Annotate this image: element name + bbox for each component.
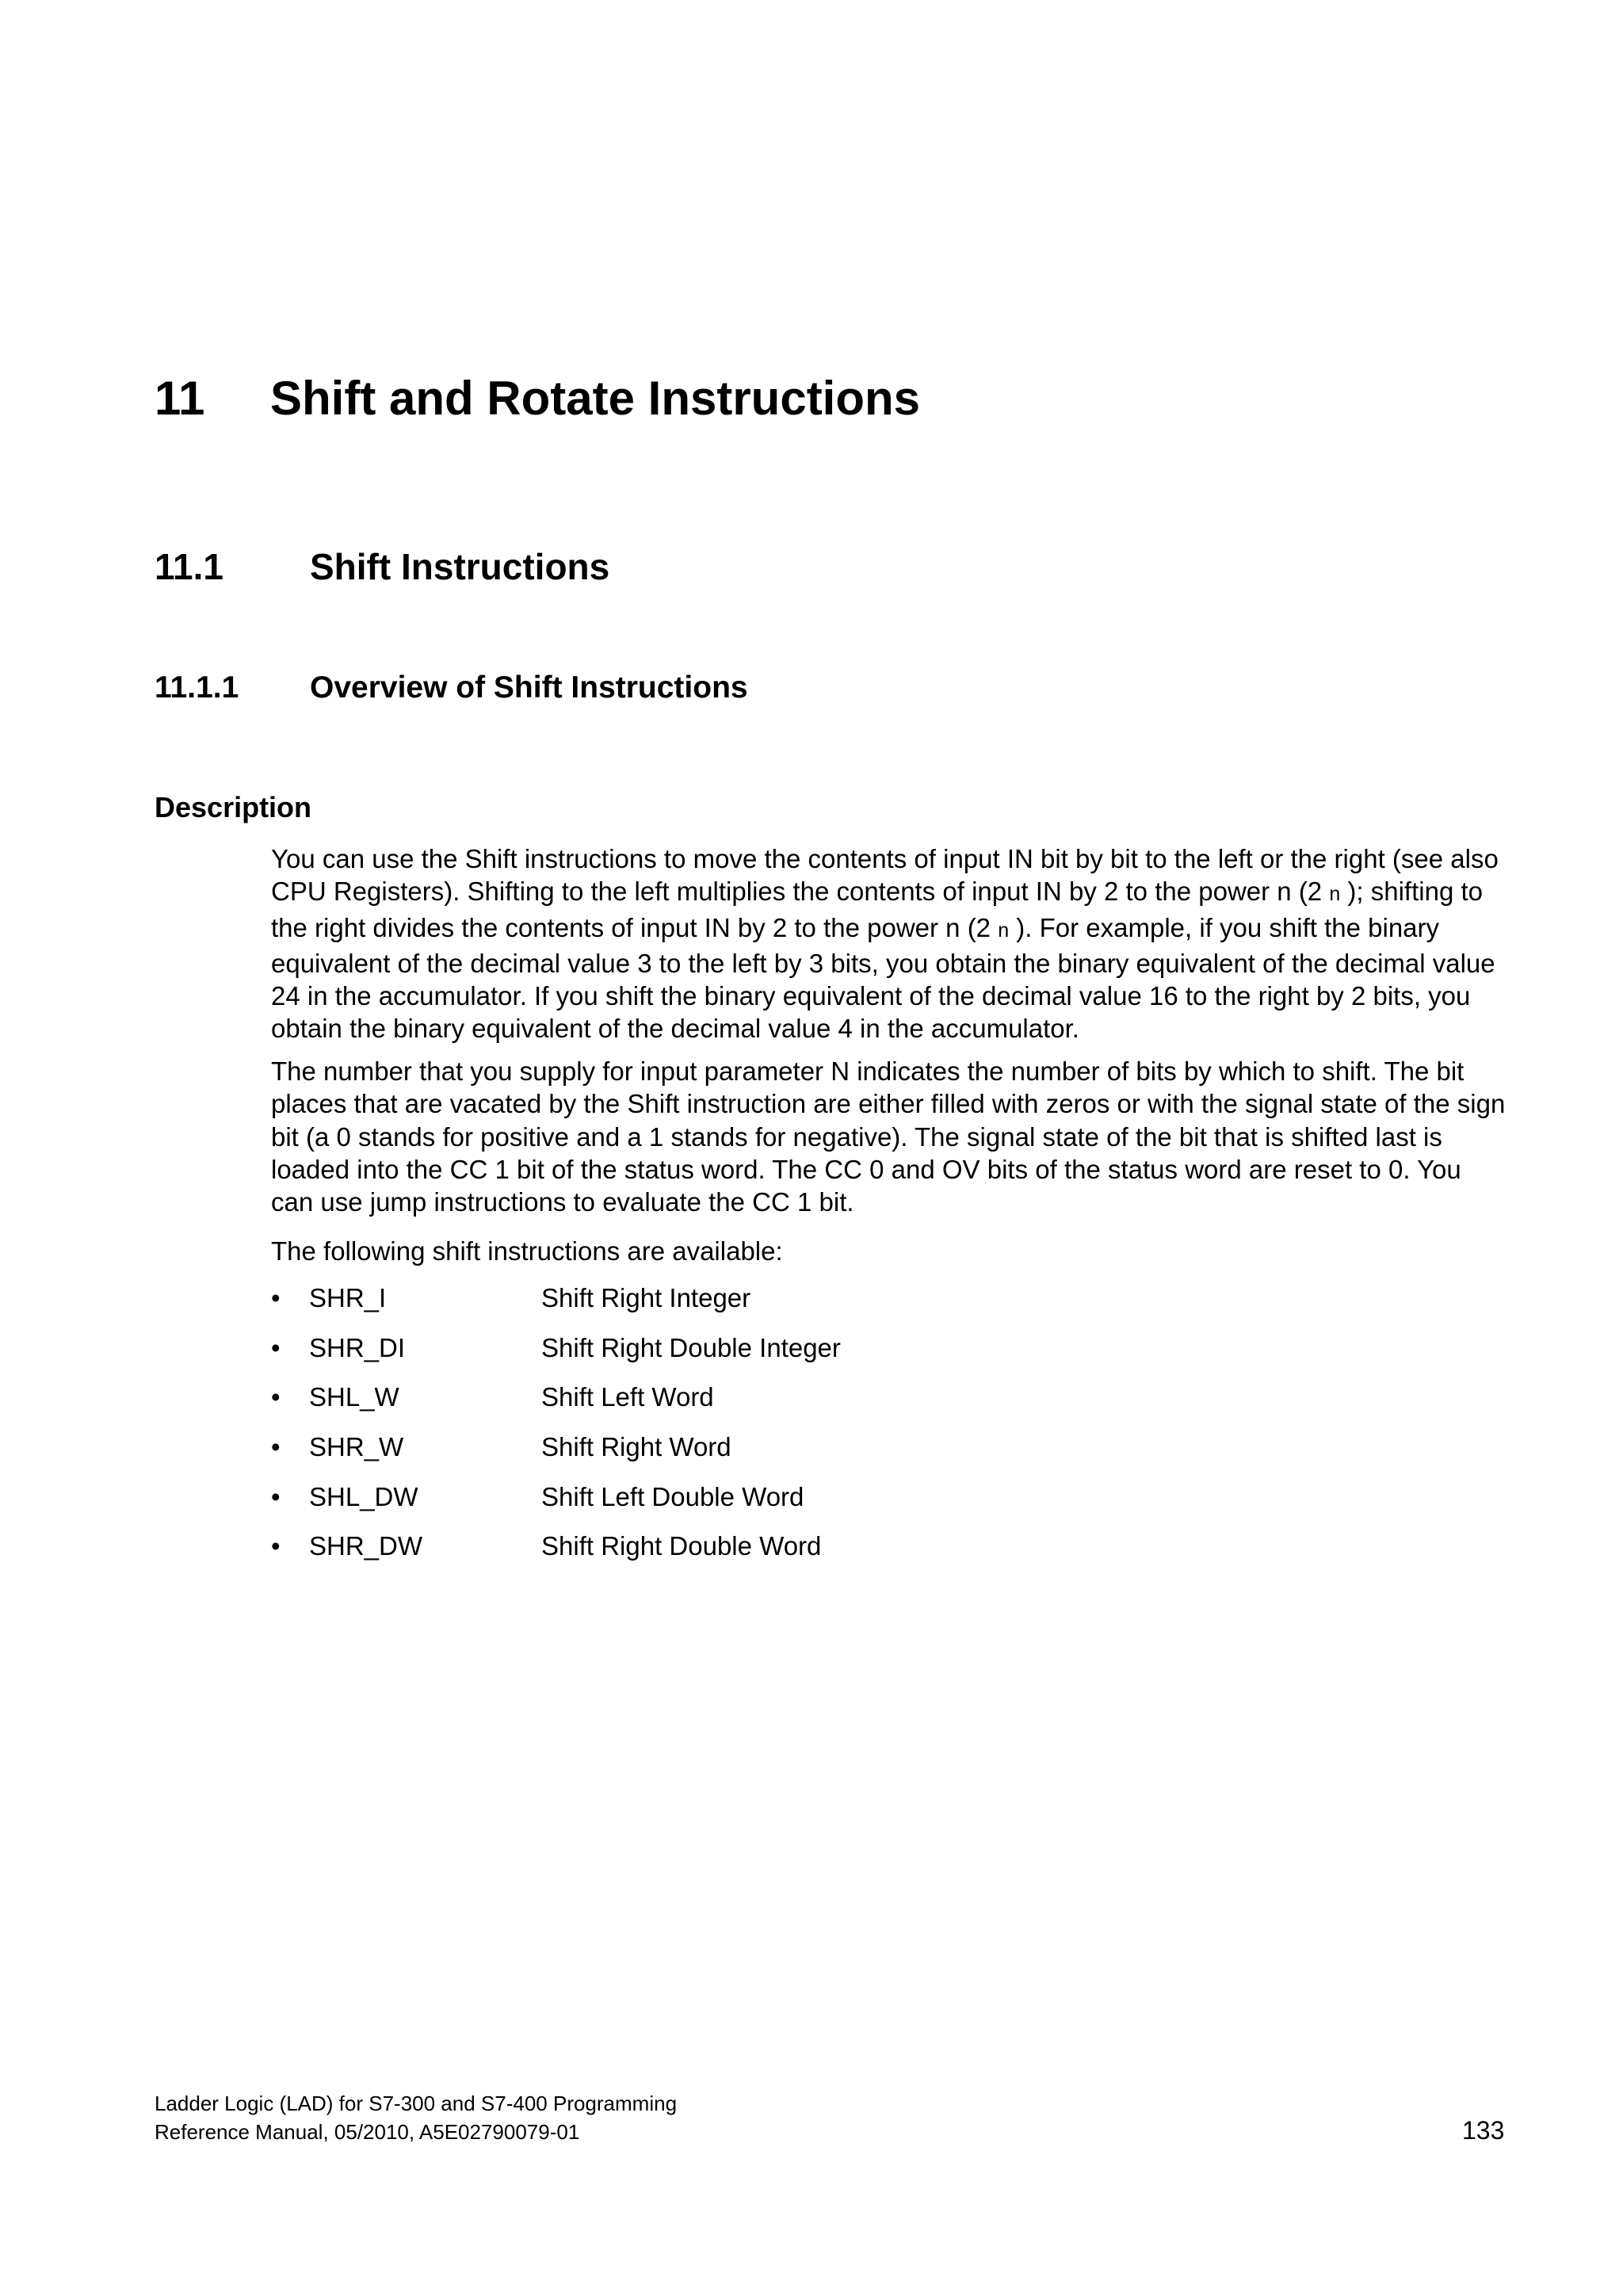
instruction-description: Shift Left Word: [541, 1382, 714, 1412]
instruction-description: Shift Right Double Word: [541, 1531, 822, 1561]
instruction-description: Shift Right Integer: [541, 1283, 751, 1312]
chapter-heading: [155, 371, 920, 426]
instruction-description: Shift Left Double Word: [541, 1481, 804, 1511]
instruction-code: SHR_DI: [309, 1332, 406, 1362]
list-item: [271, 1431, 841, 1481]
paragraph-shift-intro: [271, 842, 1507, 1045]
page-number: 133: [1462, 2116, 1505, 2145]
bullet-icon: •: [271, 1332, 281, 1362]
instruction-code: SHL_DW: [309, 1481, 418, 1511]
footer-manual-title: Ladder Logic (LAD) for S7-300 and S7-400 Programming: [155, 2092, 678, 2115]
bullet-icon: •: [271, 1382, 281, 1412]
paragraph-list-intro: The following shift instructions are available:: [271, 1236, 783, 1266]
footer-document-info: [155, 2089, 677, 2146]
chapter-number: 11: [155, 372, 205, 425]
instruction-description: Shift Right Word: [541, 1432, 731, 1462]
bullet-icon: •: [271, 1531, 281, 1561]
instruction-code: SHR_W: [309, 1432, 404, 1462]
subsection-title: Overview of Shift Instructions: [310, 670, 748, 705]
paragraph-parameter-n: The number that you supply for input parameter N indicates the number of bits by which to shift. The bit places that are vacated by the Shift instruction are either filled with zeros or with the signal state of the sign bit (a 0 stands for positive and a 1 stands for negative). The signal state of the bit that is shifted last is loaded into the CC 1 bit of the status word. The CC 0 and OV bits of the status word are reset to 0. You can use jump instructions to evaluate the CC 1 bit.: [271, 1056, 1506, 1217]
section-title: Shift Instructions: [310, 546, 610, 587]
exponent-n: n: [998, 919, 1010, 942]
chapter-title: Shift and Rotate Instructions: [270, 372, 921, 425]
instruction-code: SHR_DW: [309, 1531, 423, 1561]
list-item: [271, 1332, 841, 1382]
description-heading: Description: [155, 791, 312, 823]
list-item: [271, 1530, 841, 1580]
instruction-description: Shift Right Double Integer: [541, 1332, 841, 1362]
section-heading: [155, 545, 609, 588]
bullet-icon: •: [271, 1481, 281, 1511]
exponent-n: n: [1329, 883, 1341, 906]
paragraph1-part2: ); shifting to the right divides the contents of input IN by 2 to the power n (2: [271, 877, 1483, 942]
list-item: [271, 1282, 841, 1332]
subsection-heading: [155, 670, 748, 705]
bullet-icon: •: [271, 1432, 281, 1462]
section-number: 11.1: [155, 546, 223, 587]
instruction-code: SHL_W: [309, 1382, 399, 1412]
footer-manual-edition: Reference Manual, 05/2010, A5E02790079-01: [155, 2120, 580, 2144]
shift-instruction-list: [271, 1282, 841, 1580]
instruction-code: SHR_I: [309, 1283, 387, 1312]
bullet-icon: •: [271, 1283, 281, 1312]
subsection-number: 11.1.1: [155, 670, 239, 705]
paragraph1-part1: You can use the Shift instructions to move the contents of input IN bit by bit to the left or the right (see also CPU Registers). Shifting to the left multiplies the contents of input IN by 2 to the power n (2: [271, 844, 1499, 907]
paragraph1-part3: ). For example, if you shift the binary equivalent of the decimal value 3 to the left by 3 bits, you obtain the binary equivalent of the decimal value 24 in the accumulator. If you shift the binary equivalent of the decimal value 16 to the right by 2 bits, you obtain the binary equivalent of the decimal value 4 in the accumulator.: [271, 912, 1495, 1044]
list-item: [271, 1381, 841, 1431]
list-item: [271, 1481, 841, 1531]
